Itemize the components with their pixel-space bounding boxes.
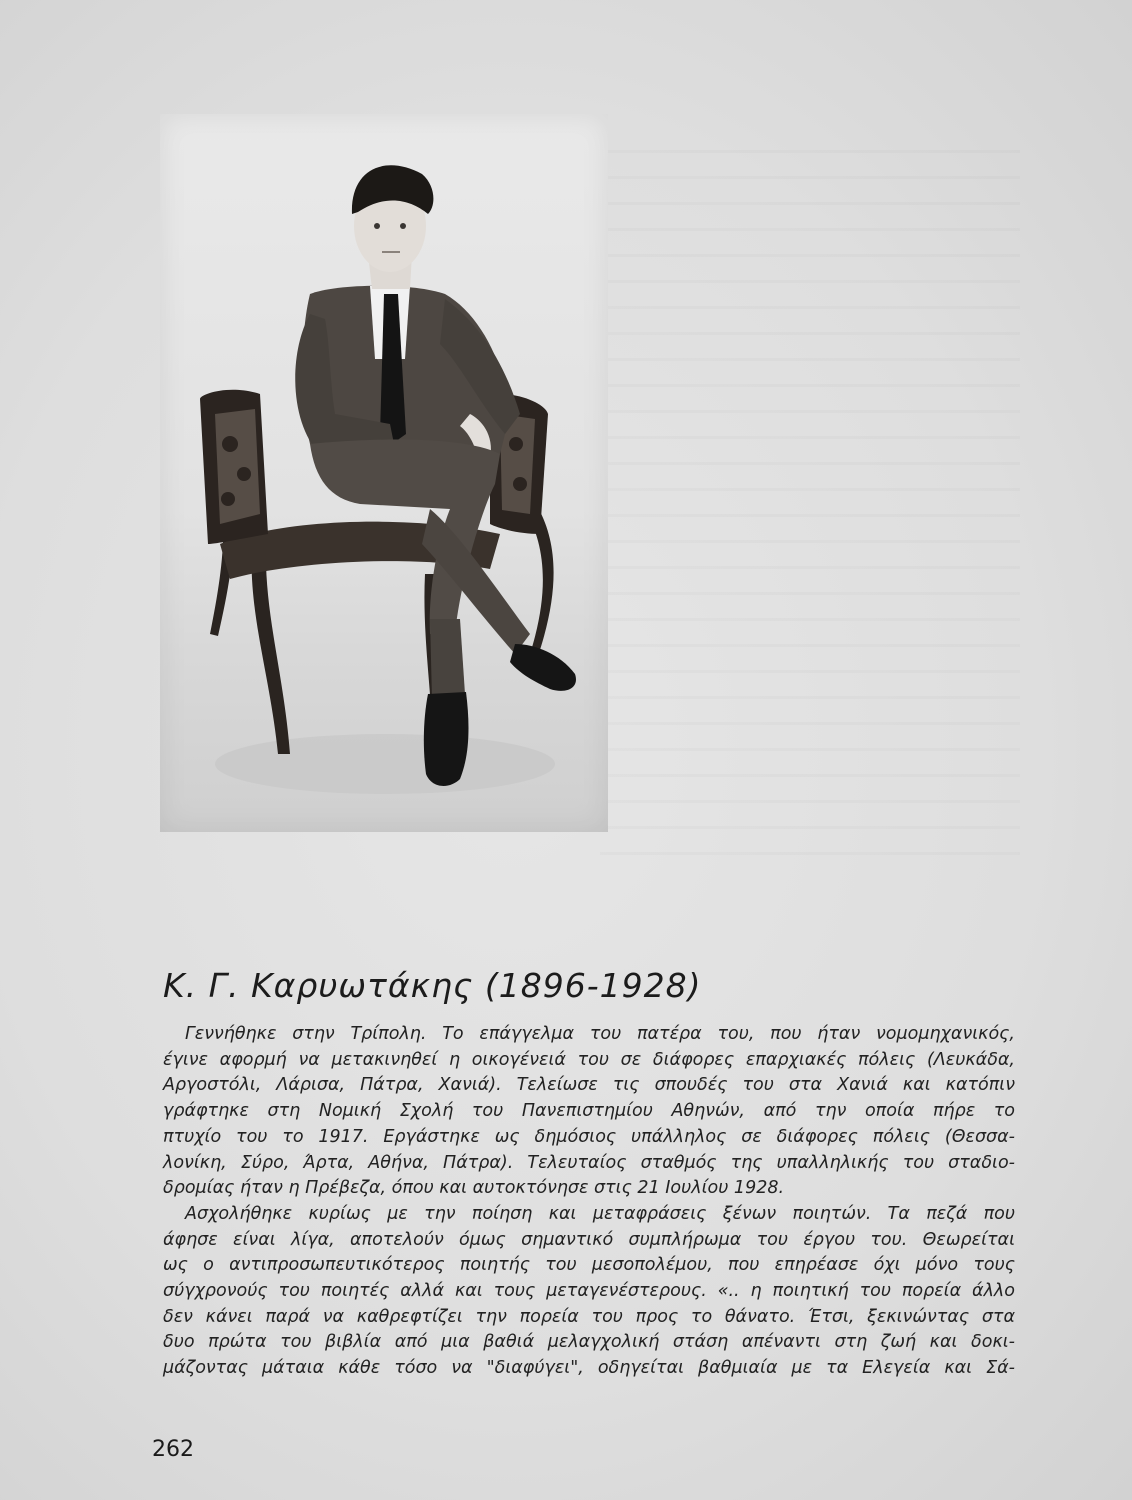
text-line: δυο πρώτα του βιβλία από μια βαθιά μελαγχολική στάση απέναντι στη ζωή και δοκι- [163,1332,1015,1353]
text-line: μάζοντας μάταια κάθε τόσο να "διαφύγει", οδηγείται βαθμιαία με τα Ελεγεία και Σά- [163,1358,1015,1379]
text-line: δρομίας ήταν η Πρέβεζα, όπου και αυτοκτόνησε στις 21 Ιουλίου 1928. [163,1178,785,1199]
page-number: 262 [152,1437,194,1462]
text-line: Ασχολήθηκε κυρίως με την ποίηση και μεταφράσεις ξένων ποιητών. Τα πεζά που [185,1203,1015,1224]
page-title: Κ. Γ. Καρυωτάκης (1896-1928) [163,966,702,1005]
text-line: πτυχίο του το 1917. Εργάστηκε ως δημόσιος υπάλληλος σε διάφορες πόλεις (Θεσσα- [163,1126,1015,1147]
text-line: Αργοστόλι, Λάρισα, Πάτρα, Χανιά). Τελείωσε τις σπουδές του στα Χανιά και κατόπιν [163,1075,1015,1096]
text-line: έγινε αφορμή να μετακινηθεί η οικογένειά του σε διάφορες επαρχιακές πόλεις (Λευκάδα, [163,1049,1015,1070]
text-line: Γεννήθηκε στην Τρίπολη. Το επάγγελμα του πατέρα του, που ήταν νομομηχανικός, [185,1024,1015,1044]
text-line: άφησε είναι λίγα, αποτελούν όμως σημαντικό συμπλήρωμα του έργου του. Θεωρείται [163,1229,1015,1250]
text-line: λονίκη, Σύρο, Άρτα, Αθήνα, Πάτρα). Τελευταίος σταθμός της υπαλληλικής του σταδιο- [163,1152,1015,1173]
text-line: σύγχρονούς του ποιητές αλλά και τους μεταγενέστερους. «.. η ποιητική του πορεία άλλο [163,1281,1015,1302]
text-line: γράφτηκε στη Νομική Σχολή του Πανεπιστημίου Αθηνών, από την οποία πήρε το [163,1101,1015,1122]
biography-text [163,1022,1015,1382]
text-line: δεν κάνει παρά να καθρεφτίζει την πορεία του προς το θάνατο. Έτσι, ξεκινώντας στα [163,1306,1015,1327]
seated-man-illustration [160,114,608,832]
bleed-through-lines [600,150,1020,870]
portrait-photo [160,114,608,832]
text-line: ως ο αντιπροσωπευτικότερος ποιητής του μεσοπολέμου, που επηρέασε όχι μόνο τους [163,1255,1015,1276]
